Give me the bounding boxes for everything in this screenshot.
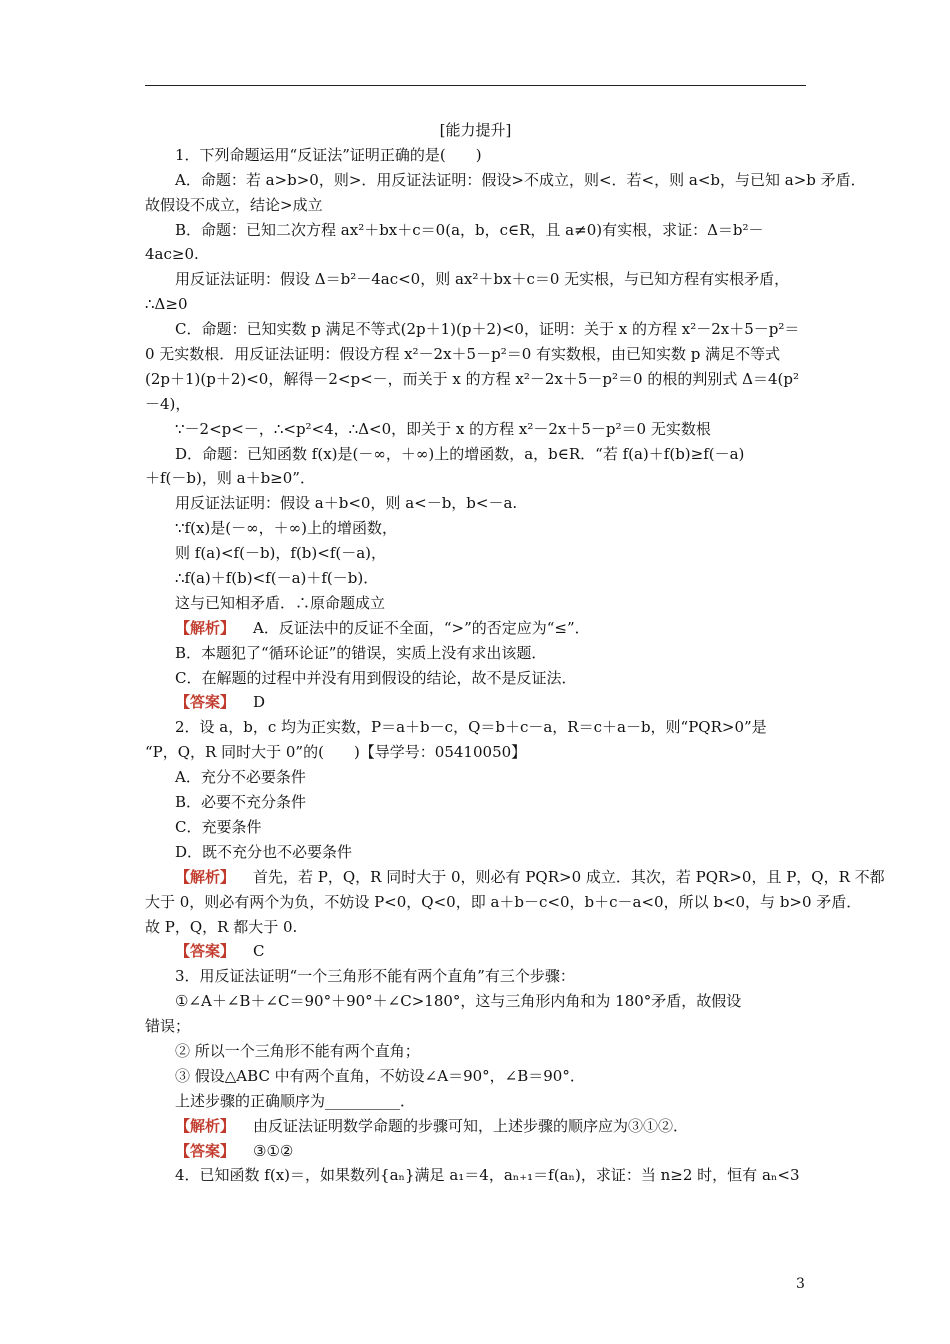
- text-line: [145, 939, 806, 964]
- line-text: ③①②: [253, 1141, 294, 1160]
- line-text: 首先，若 P，Q，R 同时大于 0，则必有 PQR>0 成立．其次，若 PQR>0，且 P，Q，R 不都: [253, 867, 885, 886]
- text-line: [145, 591, 806, 616]
- line-text: 这与已知相矛盾．∴原命题成立: [175, 593, 386, 612]
- line-text: ＋f(－b)，则 a＋b≥0”．: [145, 469, 315, 488]
- line-text: ①∠A＋∠B＋∠C＝90°＋90°＋∠C>180°，这与三角形内角和为 180°矛盾，故假设: [175, 992, 742, 1011]
- label-tag: 【解析】: [175, 1116, 236, 1135]
- label-tag: 【答案】: [175, 942, 236, 961]
- line-text: 错误；: [145, 1017, 191, 1036]
- text-line: [145, 267, 806, 292]
- text-line: [145, 342, 806, 367]
- text-line: [145, 715, 806, 740]
- line-text: ∵－2<p<－，∴<p²<4，∴Δ<0，即关于 x 的方程 x²－2x＋5－p²＝0 无实数根: [175, 419, 711, 438]
- line-text: －4)，: [145, 394, 191, 413]
- text-line: [145, 317, 806, 342]
- line-text: A．反证法中的反证不全面，“>”的否定应为“≤”．: [253, 618, 590, 637]
- line-text: (2p＋1)(p＋2)<0，解得－2<p<－，而关于 x 的方程 x²－2x＋5－p²＝0 的根的判别式 Δ＝4(p²: [145, 369, 799, 388]
- label-tag: 【解析】: [175, 618, 236, 637]
- line-text: 1．下列命题运用“反证法”证明正确的是( ): [175, 145, 482, 164]
- text-line: [145, 1039, 806, 1064]
- line-text: ③ 假设△ABC 中有两个直角，不妨设∠A＝90°，∠B＝90°．: [175, 1066, 585, 1085]
- line-text: 故 P，Q，R 都大于 0.: [145, 917, 298, 936]
- line-text: 2．设 a，b，c 均为正实数，P＝a＋b－c，Q＝b＋c－a，R＝c＋a－b，则“PQR>0”是: [175, 718, 767, 737]
- line-text: “P，Q，R 同时大于 0”的( )【导学号：05410050】: [145, 743, 527, 762]
- line-text: 3．用反证法证明“一个三角形不能有两个直角”有三个步骤：: [175, 967, 575, 986]
- text-line: [145, 392, 806, 417]
- text-line: [145, 989, 806, 1014]
- line-text: 则 f(a)<f(－b)，f(b)<f(－a)，: [175, 544, 387, 563]
- line-text: A．命题：若 a>b>0，则>．用反证法证明：假设>不成立，则<．若<，则 a<b，与已知 a>b 矛盾．: [175, 170, 866, 189]
- text-line: [145, 690, 806, 715]
- text-line: [145, 1163, 806, 1188]
- line-text: C．充要条件: [175, 817, 262, 836]
- text-line: [145, 815, 806, 840]
- text-lines: [145, 143, 885, 1188]
- text-line: [145, 1014, 806, 1039]
- line-text: B．本题犯了“循环论证”的错误，实质上没有求出该题．: [175, 643, 547, 662]
- text-line: [145, 417, 806, 442]
- text-line: [145, 466, 806, 491]
- line-text: ∴Δ≥0: [145, 295, 188, 314]
- text-line: [145, 367, 806, 392]
- line-text: C．在解题的过程中并没有用到假设的结论，故不是反证法．: [175, 668, 577, 687]
- section-title: [能力提升]: [439, 121, 512, 139]
- text-line: [145, 168, 866, 193]
- text-line: [145, 242, 806, 267]
- line-text: 上述步骤的正确顺序为__________．: [175, 1091, 416, 1110]
- text-line: [145, 541, 806, 566]
- text-line: [145, 193, 806, 218]
- line-text: 4ac≥0.: [145, 245, 199, 264]
- line-text: C．命题：已知实数 p 满足不等式(2p＋1)(p＋2)<0，证明：关于 x 的方程 x²－2x＋5－p²＝: [175, 320, 800, 339]
- text-line: [145, 1089, 806, 1114]
- line-text: B．必要不充分条件: [175, 793, 307, 812]
- text-line: [145, 666, 806, 691]
- line-text: 0 无实数根．用反证法证明：假设方程 x²－2x＋5－p²＝0 有实数根，由已知实数 p 满足不等式: [145, 345, 781, 364]
- text-line: [145, 890, 862, 915]
- text-line: [145, 915, 806, 940]
- line-text: B．命题：已知二次方程 ax²＋bx＋c＝0(a，b，c∈R，且 a≠0)有实根，求证：Δ＝b²－: [175, 220, 764, 239]
- text-line: [145, 1139, 806, 1164]
- text-line: [145, 1064, 806, 1089]
- line-text: 故假设不成立，结论>成立: [145, 195, 323, 214]
- line-text: 用反证法证明：假设 Δ＝b²－4ac<0，则 ax²＋bx＋c＝0 无实根，与已知方程有实根矛盾，: [175, 270, 790, 289]
- text-line: [145, 765, 806, 790]
- text-line: [145, 218, 806, 243]
- line-text: ∴f(a)＋f(b)<f(－a)＋f(－b)．: [175, 569, 379, 588]
- line-text: C: [253, 942, 265, 961]
- text-line: [145, 566, 806, 591]
- text-line: [145, 442, 806, 467]
- label-tag: 【答案】: [175, 1141, 236, 1160]
- line-text: 4．已知函数 f(x)＝，如果数列{aₙ}满足 a₁＝4，aₙ₊₁＝f(aₙ)，求证：当 n≥2 时，恒有 aₙ<3: [175, 1166, 800, 1185]
- text-line: [145, 865, 885, 890]
- text-line: [145, 840, 806, 865]
- text-line: [145, 292, 806, 317]
- text-line: [145, 641, 806, 666]
- text-line: [145, 616, 806, 641]
- text-line: [145, 491, 806, 516]
- page-number: 3: [796, 1276, 805, 1292]
- label-tag: 【答案】: [175, 693, 236, 712]
- text-line: [145, 143, 806, 168]
- text-line: [145, 1114, 806, 1139]
- line-text: 用反证法证明：假设 a＋b<0，则 a<－b，b<－a.: [175, 494, 518, 513]
- line-text: 大于 0，则必有两个为负，不妨设 P<0，Q<0，即 a＋b－c<0，b＋c－a<0，所以 b<0，与 b>0 矛盾．: [145, 892, 862, 911]
- line-text: D．既不充分也不必要条件: [175, 842, 353, 861]
- document-body: [145, 118, 885, 1188]
- line-text: ② 所以一个三角形不能有两个直角；: [175, 1041, 420, 1060]
- text-line: [145, 790, 806, 815]
- line-text: D: [253, 693, 266, 712]
- text-line: [145, 964, 806, 989]
- line-text: 由反证法证明数学命题的步骤可知，上述步骤的顺序应为③①②．: [253, 1116, 689, 1135]
- text-line: [145, 516, 806, 541]
- line-text: A．充分不必要条件: [175, 768, 306, 787]
- header-rule: [145, 85, 806, 86]
- line-text: ∵f(x)是(－∞，＋∞)上的增函数，: [175, 519, 397, 538]
- text-line: [145, 740, 806, 765]
- line-text: D．命题：已知函数 f(x)是(－∞，＋∞)上的增函数，a，b∈R．“若 f(a)＋f(b)≥f(－a): [175, 444, 745, 463]
- label-tag: 【解析】: [175, 867, 236, 886]
